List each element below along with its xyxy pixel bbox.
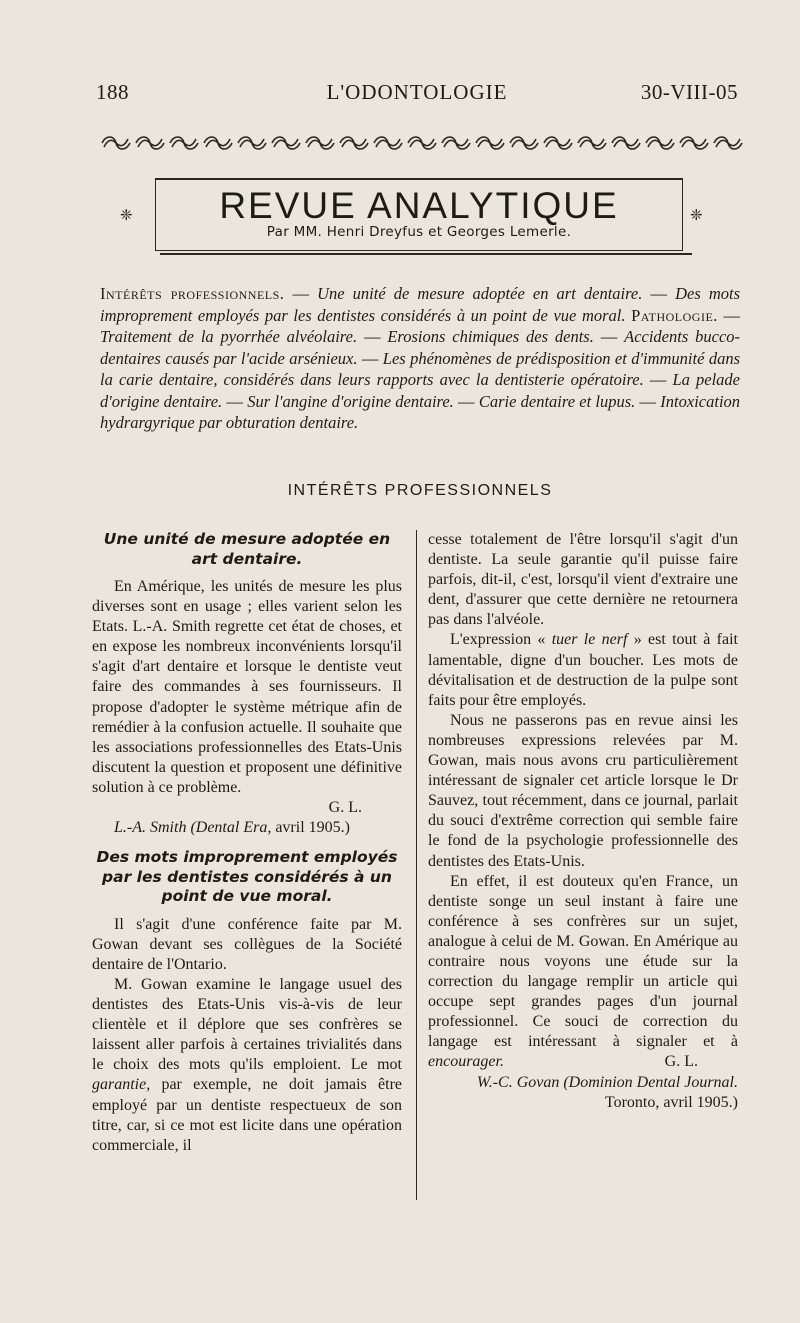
- page-number: 188: [96, 80, 129, 104]
- right-column: [428, 530, 738, 1113]
- summary-item: Carie dentaire et lupus.: [478, 391, 636, 411]
- article-initials: G. L.: [664, 1053, 698, 1071]
- summary-item: La pelade d'origine dentaire.: [100, 370, 740, 411]
- summary-item: Une unité de mesure adoptée en art dentaire.: [317, 284, 643, 303]
- article-paragraph: Nous ne passerons pas en revue ainsi les nombreuses expressions relevées par M. Gowan, mais nous avons cru particulièrement intéressant de signaler cet article lorsque le Dr Sauvez, tout récemment, dans ce journal, parlait du souci d'extrême correction qui semble faire le fond de la psychologie professionnelle des dentistes des Etats-Unis.: [428, 711, 738, 870]
- ornamental-border: [100, 133, 745, 153]
- summary-item: Accidents bucco-dentaires causés par l'acide arsénieux.: [100, 327, 741, 368]
- section-heading: INTÉRÊTS PROFESSIONNELS: [287, 482, 553, 499]
- article-initials: G. L.: [328, 799, 362, 817]
- column-divider: [416, 530, 417, 1200]
- article-heading: Des mots improprement employés par les dentistes considérés à un point de vue moral.: [96, 848, 398, 906]
- running-header: [96, 80, 738, 110]
- left-column: [92, 530, 402, 1156]
- byline: Par MM. Henri Dreyfus et Georges Lemerle.: [266, 224, 572, 240]
- left-fleuron-icon: ❈: [120, 208, 133, 224]
- summary-item: Des mots improprement employés par les dentistes considérés à un point de vue moral.: [100, 284, 740, 325]
- summary-section-label: Intérêts professionnels.: [100, 284, 285, 303]
- title-box: [155, 178, 683, 251]
- summary-item: Intoxication hydrargyrique par obturation dentaire.: [100, 391, 741, 432]
- summary-item: Les phénomènes de prédisposition et d'immunité dans la carie dentaire, considérés dans leurs rapports avec la dentisterie opératoire.: [100, 348, 740, 389]
- ornament-row-icon: [100, 133, 745, 153]
- summary-item: Sur l'angine d'origine dentaire.: [247, 391, 454, 411]
- article-paragraph: En Amérique, les unités de mesure les plus diverses sont en usage ; elles varient selon les Etats. L.-A. Smith regrette cet état de choses, et en expose les nombreux inconvénients lorsqu'il s'agit d'art dentaire et lorsque le dentiste veut faire des commandes à ses fournisseurs. Il propose d'adopter le système métrique afin de remédier à la confusion actuelle. Il souhaite que les associations professionnelles des Etats-Unis discutent la question et proposent une définitive solution à ce problème.: [92, 578, 402, 796]
- summary-item: Traitement de la pyorrhée alvéolaire.: [100, 327, 358, 346]
- article-heading: Une unité de mesure adoptée en art dentaire.: [103, 530, 391, 568]
- article-source: L.-A. Smith (Dental Era, avril 1905.): [114, 819, 350, 837]
- article-paragraph: M. Gowan examine le langage usuel des dentistes des Etats-Unis vis-à-vis de leur clientèle et il déplore que ses confrères se laissent aller parfois à certaines trivialités dans le choix des mots qu'ils emploient. Le mot garantie, par exemple, ne doit jamais être employé par un dentiste respectueux de son titre, car, si ce mot est licite dans une opération commerciale, il: [92, 976, 402, 1154]
- contents-summary: Intérêts professionnels. — Une unité de mesure adoptée en art dentaire. — Des mots improprement employés par les dentistes considérés à un point de vue moral. Pathologie. — Traitement de la pyorrhée alvéolaire. — Erosions chimiques des dents. — Accidents bucco-dentaires causés par l'acide arsénieux. — Les phénomènes de prédisposition et d'immunité dans la carie dentaire, considérés dans leurs rapports avec la dentisterie opératoire. — La pelade d'origine dentaire. — Sur l'angine d'origine dentaire. — Carie dentaire et lupus. — Intoxication hydrargyrique par obturation dentaire.: [100, 284, 741, 432]
- article-source: W.-C. Govan (Dominion Dental Journal. Toronto, avril 1905.): [476, 1073, 738, 1111]
- article-paragraph: L'expression « tuer le nerf » est tout à fait lamentable, digne d'un boucher. Les mots de dévitalisation et de destruction de la pulpe sont faits pour être employés.: [428, 631, 739, 709]
- summary-section-label: Pathologie.: [631, 305, 718, 325]
- article-paragraph: Il s'agit d'une conférence faite par M. Gowan devant ses collègues de la Société dentaire de l'Ontario.: [92, 915, 402, 973]
- right-fleuron-icon: ❈: [690, 208, 703, 224]
- page-title: REVUE ANALYTIQUE: [219, 185, 619, 226]
- article-paragraph: cesse totalement de l'être lorsqu'il s'agit d'un dentiste. La seule garantie qu'il puisse faire parfois, dit-il, c'est, lorsqu'il vient d'extraire une dent, d'assurer que cette dernière ne retournera pas dans l'alvéole.: [428, 531, 738, 629]
- journal-title: L'ODONTOLOGIE: [326, 80, 508, 104]
- article-paragraph: En effet, il est douteux qu'en France, un dentiste songe un seul instant à faire une conférence à ses confrères sur un sujet, analogue à celui de M. Gowan. En Amérique au contraire nous voyons une étude sur la correction du langage remplir un article qui occupe sept grandes pages d'un journal professionnel. Ce souci de correction du langage est intéressant à signaler et à encourager. G. L.: [428, 872, 738, 1073]
- summary-item: Erosions chimiques des dents.: [387, 327, 594, 346]
- issue-date: 30-VIII-05: [640, 80, 738, 104]
